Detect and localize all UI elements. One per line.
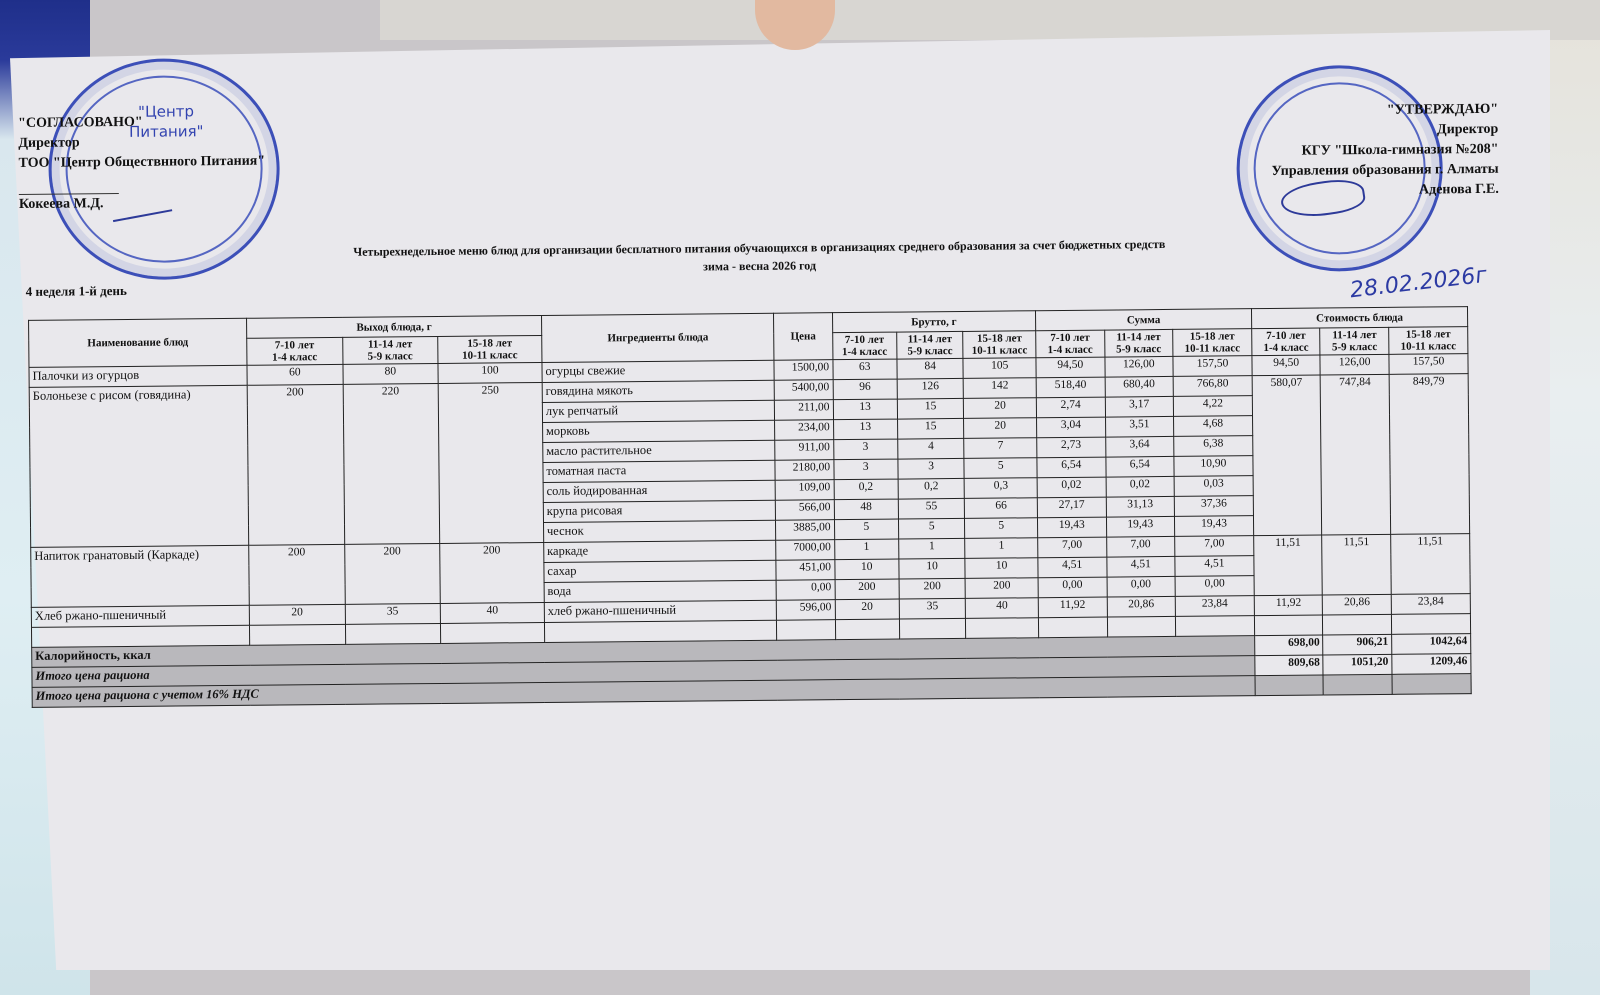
approve-director: Директор [1436,121,1499,138]
header-output-g3 [438,335,542,363]
cost-g2: 20,86 [1323,594,1392,615]
class-label: 10-11 класс [971,344,1028,357]
age-label: 11-14 лет [1332,328,1377,342]
ingredient-price: 3885,00 [776,520,834,541]
header-gross-g2 [897,331,964,359]
output-g3: 100 [438,362,542,383]
age-label: 11-14 лет [907,333,953,346]
output-g3: 40 [440,602,544,623]
cost-g1: 11,51 [1254,535,1323,596]
cost-g3: 23,84 [1391,594,1470,615]
output-g3: 200 [440,542,544,603]
sum-g3: 4,22 [1173,396,1252,417]
header-output-g2 [342,336,438,364]
class-label: 10-11 класс [461,349,518,362]
age-label: 7-10 лет [1050,331,1090,345]
output-g3: 250 [438,382,543,543]
sum-g3: 157,50 [1173,356,1252,377]
gross-g1: 13 [833,399,898,420]
title-line-1: Четырехнедельное меню блюд для организации бесплатного питания обучающихся в организациях среднего образования за счет бюджетных средств [353,236,1166,259]
sum-g2: 7,00 [1106,536,1175,557]
vat-g1 [1255,675,1324,696]
ingredient-name: лук репчатый [542,400,775,422]
cost-g2: 747,84 [1321,374,1391,535]
menu-body [29,354,1470,628]
approve-org1: КГУ "Школа-гимназия №208" [1301,141,1499,159]
document [18,94,1514,728]
gross-g1: 200 [835,579,900,600]
holding-thumb [755,0,835,50]
gross-g3: 10 [965,558,1038,579]
output-g1: 200 [247,384,344,545]
class-label: 5-9 класс [907,345,953,358]
approve-org2: Управления образования г. Алматы [1271,161,1499,179]
approve-signer: Аденова Г.Е. [1418,181,1499,198]
sum-g2: 0,00 [1107,576,1176,597]
class-label: 1-4 класс [1047,343,1093,357]
sum-g3: 0,03 [1174,476,1253,497]
ingredient-name: соль йодированная [543,480,776,502]
total-g3: 1209,46 [1392,654,1471,675]
gross-g2: 35 [899,598,966,619]
ingredient-price: 109,00 [776,480,834,501]
week-label: 4 неделя 1-й день [25,282,127,299]
class-label: 5-9 класс [1116,343,1162,356]
cost-g3: 11,51 [1391,534,1471,595]
header-cost-g3 [1389,327,1468,355]
ingredient-price: 0,00 [776,580,834,601]
sum-g1: 94,50 [1036,357,1105,378]
ingredient-price: 566,00 [776,500,834,521]
gross-g1: 0,2 [834,479,899,500]
cost-g2: 126,00 [1320,354,1389,375]
gross-g2: 200 [899,578,966,599]
agreed-director: Директор [18,135,80,151]
gross-g2: 1 [899,538,966,559]
age-label: 15-18 лет [1189,330,1235,343]
dish-name: Напиток гранатовый (Каркаде) [31,545,250,607]
gross-g3: 105 [963,358,1036,379]
sum-g3: 6,38 [1174,436,1253,457]
header-cost-g2 [1320,327,1389,355]
sum-g1: 2,74 [1036,397,1105,418]
gross-g2: 55 [898,498,965,519]
ingredient-price: 451,00 [776,560,834,581]
calories-g3: 1042,64 [1392,634,1471,655]
sum-g1: 3,04 [1037,417,1106,438]
ingredient-name: масло растительное [543,440,776,462]
sum-g1: 7,00 [1038,537,1107,558]
output-g2: 80 [343,363,439,384]
class-label: 10-11 класс [1184,342,1241,355]
sum-g1: 0,00 [1038,577,1107,598]
gross-g2: 5 [898,518,965,539]
ingredient-price: 7000,00 [776,540,834,561]
ingredient-price: 211,00 [775,400,833,421]
age-label: 7-10 лет [844,333,885,347]
sum-g1: 518,40 [1036,377,1105,398]
ingredient-name: хлеб ржано-пшеничный [544,600,777,622]
gross-g3: 5 [964,458,1037,479]
agreed-signer: Кокеева М.Д. [18,196,104,212]
ingredient-name: томатная паста [543,460,776,482]
header-cost: Стоимость блюда [1251,307,1467,329]
cost-g2: 11,51 [1322,534,1391,595]
calories-g1: 698,00 [1255,635,1324,656]
gross-g2: 15 [897,418,964,439]
output-g2: 200 [344,543,440,604]
sum-g2: 19,43 [1106,516,1175,537]
header-sum-g1 [1036,330,1105,358]
gross-g2: 126 [897,378,964,399]
ingredient-name: говядина мякоть [542,380,775,402]
gross-g2: 4 [898,438,965,459]
handwritten-date: 28.02.2026г [1348,262,1489,304]
sum-g3: 23,84 [1175,596,1254,617]
header-sum-g2 [1104,329,1173,357]
ingredient-price: 911,00 [775,440,833,461]
sum-g2: 680,40 [1105,376,1174,397]
sum-g2: 3,64 [1105,436,1174,457]
sum-g3: 4,51 [1175,556,1254,577]
sum-g2: 0,02 [1106,476,1175,497]
gross-g3: 142 [963,378,1036,399]
header-price: Цена [774,313,833,361]
gross-g3: 7 [964,438,1037,459]
sum-g2: 126,00 [1104,356,1173,377]
gross-g2: 84 [897,358,964,379]
ingredient-name: огурцы свежие [542,360,775,382]
class-label: 5-9 класс [367,350,413,363]
total-g2: 1051,20 [1323,654,1392,675]
ingredient-name: вода [544,580,777,602]
gross-g1: 3 [833,439,898,460]
class-label: 1-4 класс [272,351,318,364]
approve-title: "УТВЕРЖДАЮ" [1386,101,1499,118]
calories-g2: 906,21 [1323,634,1392,655]
gross-g1: 48 [834,499,899,520]
dish-name: Болоньезе с рисом (говядина) [29,385,249,547]
output-g2: 35 [345,603,441,624]
ingredient-price: 1500,00 [774,360,832,381]
sum-g3: 10,90 [1174,456,1253,477]
agreed-line [19,173,119,195]
age-label: 11-14 лет [367,338,413,351]
header-sum-g3 [1173,329,1252,357]
sum-g3: 19,43 [1175,516,1254,537]
sum-g1: 0,02 [1037,477,1106,498]
agreed-org: ТОО "Центр Обществнного Питания" [18,153,266,171]
gross-g3: 5 [965,518,1038,539]
menu-table [28,306,1472,708]
header-gross-g3 [963,331,1036,359]
header-ingredients: Ингредиенты блюда [541,313,774,362]
header-output: Выход блюда, г [247,315,542,338]
header-gross: Брутто, г [832,311,1036,333]
sum-g1: 27,17 [1037,497,1106,518]
class-label: 1-4 класс [841,345,888,359]
header-name: Наименование блюд [29,318,247,367]
ingredient-name: морковь [542,420,775,442]
sum-g1: 6,54 [1037,457,1106,478]
stamp-text: "Центр Питания" [128,102,204,141]
sum-g2: 31,13 [1106,496,1175,517]
ingredient-name: крупа рисовая [543,500,776,522]
agreed-block [18,112,266,215]
gross-g1: 20 [835,599,900,620]
header-cost-g1 [1252,328,1321,356]
total-g1: 809,68 [1255,655,1324,676]
header-gross-g1 [832,332,897,360]
gross-g3: 0,3 [964,478,1037,499]
ingredient-price: 2180,00 [775,460,833,481]
age-label: 11-14 лет [1116,331,1161,344]
approve-block [1271,100,1499,202]
total-label: Итого цена рациона [32,656,1255,688]
gross-g2: 10 [899,558,966,579]
cost-g3: 157,50 [1389,354,1468,375]
age-label: 15-18 лет [976,332,1022,345]
gross-g2: 3 [898,458,965,479]
gross-g3: 20 [964,418,1037,439]
sum-g2: 3,51 [1105,416,1174,437]
vat-g2 [1323,674,1392,695]
age-label: 7-10 лет [274,339,315,352]
gross-g1: 1 [834,539,899,560]
gross-g1: 63 [833,359,898,380]
sum-g3: 0,00 [1175,576,1254,597]
ingredient-name: каркаде [544,540,777,562]
header-sum: Сумма [1036,309,1252,331]
document-title [19,232,1499,282]
agreed-title: "СОГЛАСОВАНО" [18,114,143,131]
gross-g3: 20 [964,398,1037,419]
gross-g1: 10 [834,559,899,580]
sum-g1: 11,92 [1038,597,1107,618]
cost-g1: 94,50 [1252,355,1321,376]
sum-g3: 4,68 [1174,416,1253,437]
class-label: 1-4 класс [1263,341,1309,355]
ingredient-price: 5400,00 [775,380,833,401]
sum-g3: 7,00 [1175,536,1254,557]
sum-g2: 6,54 [1105,456,1174,477]
ingredient-name: сахар [544,560,777,582]
sum-g1: 4,51 [1038,557,1107,578]
gross-g3: 200 [965,578,1038,599]
gross-g2: 0,2 [898,478,965,499]
ingredient-price: 234,00 [775,420,833,441]
sum-g2: 4,51 [1106,556,1175,577]
gross-g1: 13 [833,419,898,440]
sum-g1: 2,73 [1037,437,1106,458]
cost-g1: 11,92 [1254,595,1323,616]
gross-g3: 66 [965,498,1038,519]
gross-g1: 5 [834,519,899,540]
sum-g2: 20,86 [1107,596,1176,617]
gross-g3: 1 [965,538,1038,559]
gross-g2: 15 [897,398,964,419]
dish-name: Хлеб ржано-пшеничный [31,605,249,627]
dish-name: Палочки из огурцов [29,365,247,387]
sum-g1: 19,43 [1038,517,1107,538]
header-output-g1 [247,337,343,365]
ingredient-name: чеснок [543,520,776,542]
age-label: 15-18 лет [467,337,513,350]
sum-g3: 37,36 [1174,496,1253,517]
calories-label: Калорийность, ккал [32,636,1255,668]
output-g1: 20 [249,604,345,625]
sum-g3: 766,80 [1173,376,1252,397]
age-label: 15-18 лет [1405,328,1451,341]
gross-g3: 40 [966,598,1039,619]
cost-g1: 580,07 [1252,375,1322,536]
title-line-2: зима - весна 2026 год [703,258,817,274]
vat-g3 [1392,674,1471,695]
vat-label: Итого цена рациона с учетом 16% НДС [32,676,1255,708]
sum-g2: 3,17 [1105,396,1174,417]
output-g1: 200 [249,544,345,605]
output-g2: 220 [343,383,440,544]
age-label: 7-10 лет [1266,329,1306,343]
class-label: 5-9 класс [1331,340,1378,354]
class-label: 10-11 класс [1400,340,1457,353]
gross-g1: 3 [833,459,898,480]
gross-g1: 96 [833,379,898,400]
cost-g3: 849,79 [1389,374,1470,535]
ingredient-price: 596,00 [777,600,835,621]
output-g1: 60 [247,364,343,385]
